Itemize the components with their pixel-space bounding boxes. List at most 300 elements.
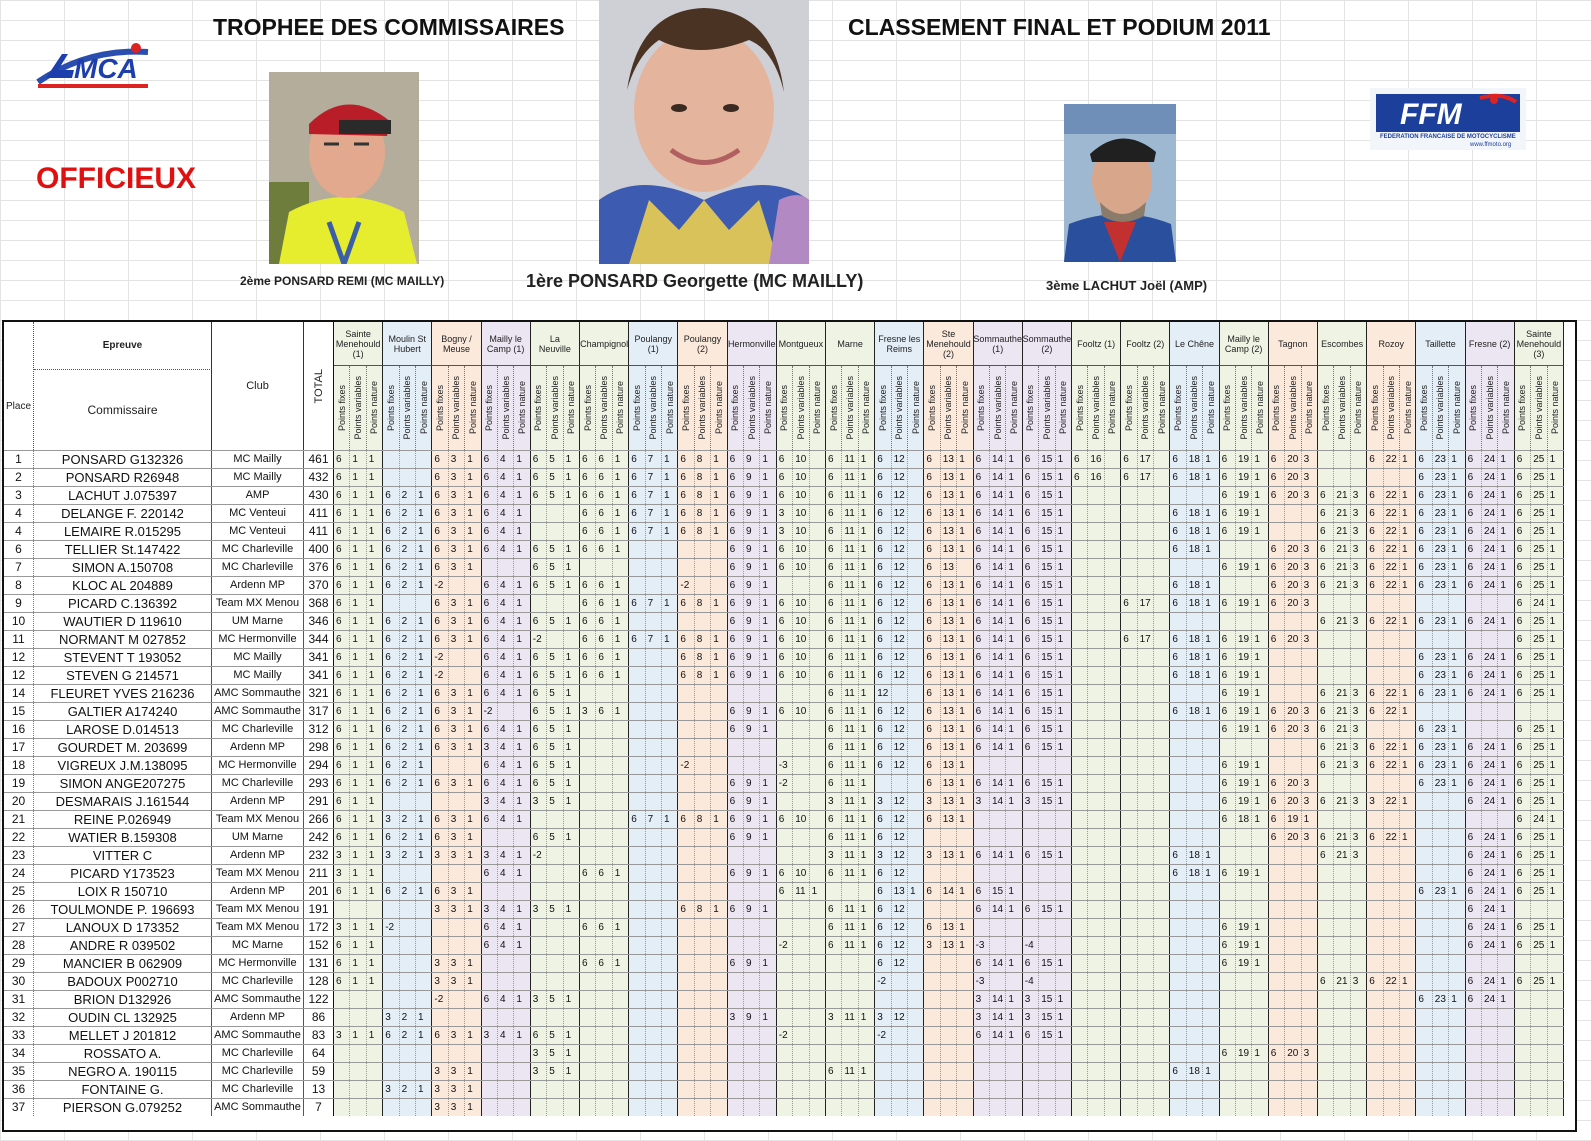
score-cell [613,973,629,990]
score-cell: 6 [728,955,744,972]
score-cell: 6 [334,955,350,972]
score-cell [1105,1099,1121,1116]
score-group [1466,901,1515,918]
score-cell [728,919,744,936]
score-cell: 3 [1352,706,1359,717]
score-cell: 1 [467,688,473,699]
score-cell: 17 [1138,469,1154,486]
score-cell [449,1045,465,1062]
score-cell [793,775,809,792]
score-cell: 6 [1023,721,1039,738]
score-cell: 6 [580,523,596,540]
score-cell: 3 [728,1009,744,1026]
score-group [678,793,727,810]
commissaire-cell: LOIX R 150710 [34,883,212,900]
club-cell: AMP [212,487,304,504]
score-group [777,469,826,486]
score-cell [1351,901,1367,918]
score-cell: 6 [580,487,596,504]
score-cell [941,1009,957,1026]
score-cell: 1 [368,580,375,591]
score-cell [1302,505,1318,522]
score-cell: 1 [762,814,768,825]
score-cell [547,865,563,882]
score-cell: 1 [565,706,572,717]
score-cell: 1 [1254,814,1260,825]
score-group [580,775,629,792]
score-cell [1285,955,1301,972]
score-cell [531,1099,547,1116]
score-cell: 12 [892,451,908,468]
score-cell: 6 [924,451,940,468]
score-group [1416,883,1465,900]
score-cell: 6 [1318,721,1334,738]
score-cell [1318,901,1334,918]
score-cell: 6 [974,613,990,630]
score-group [1515,595,1564,612]
score-group [1269,847,1318,864]
score-cell: -2 [777,775,793,792]
score-cell [793,793,809,810]
score-cell [1105,775,1121,792]
score-group [924,1081,973,1098]
score-cell [613,1081,629,1098]
score-cell [1154,631,1170,648]
score-cell [465,577,481,594]
score-group [875,829,924,846]
score-cell: 25 [1531,667,1547,684]
score-group [1466,883,1515,900]
score-cell: 1 [959,580,965,591]
score-group [974,775,1023,792]
subheader-label: Points variables [1484,376,1495,440]
score-cell: 3 [432,847,448,864]
score-cell: 6 [826,1063,842,1080]
score-cell: 3 [449,631,465,648]
club-cell: Team MX Menou [212,901,304,918]
score-cell: 6 [1515,829,1531,846]
score-group [678,487,727,504]
score-group [974,1063,1023,1080]
score-cell [1498,1099,1514,1116]
score-cell: 24 [1482,613,1498,630]
commissaire-cell: LEMAIRE R.015295 [34,523,212,540]
score-cell: 3 [383,847,399,864]
score-cell: 6 [482,991,498,1008]
score-group [1170,955,1219,972]
event-header [826,322,875,366]
score-group [629,1063,678,1080]
subheader-label: Points fixes [730,384,741,432]
score-cell [1466,1045,1482,1062]
score-cell: 1 [860,490,867,501]
score-cell: 1 [959,760,965,771]
score-cell [547,955,563,972]
score-cell: 1 [614,580,621,591]
score-cell [1105,487,1121,504]
score-cell: 1 [516,814,522,825]
score-cell: 6 [1318,703,1334,720]
score-group [334,757,383,774]
score-group [728,685,777,702]
score-cell [678,883,694,900]
score-group [1416,793,1465,810]
score-group [1367,829,1416,846]
score-cell: 25 [1531,613,1547,630]
score-group [1023,937,1072,954]
score-group [1367,577,1416,594]
score-cell [1384,865,1400,882]
score-cell: 6 [1023,775,1039,792]
score-cell [1203,919,1219,936]
score-group [1220,631,1269,648]
score-cell: 15 [1039,1027,1055,1044]
score-cell: 1 [368,508,375,519]
score-cell: 1 [959,724,965,735]
score-cell [1006,1099,1022,1116]
header-epreuve [34,322,212,370]
score-cell: 11 [842,595,858,612]
score-cell: 11 [842,775,858,792]
score-group [1023,865,1072,882]
score-group [1318,775,1367,792]
score-cell: 24 [1482,685,1498,702]
score-cell: 1 [417,634,424,645]
score-group [974,523,1023,540]
score-cell: 4 [498,757,514,774]
score-cell: 1 [467,598,473,609]
score-cell: 24 [1482,991,1498,1008]
score-cell [1105,883,1121,900]
score-cell [416,595,432,612]
score-cell: 3 [1352,688,1359,699]
score-cell: 6 [432,811,448,828]
score-cell: 6 [482,631,498,648]
score-cell: 13 [941,811,957,828]
score-group [1170,829,1219,846]
score-cell [1466,955,1482,972]
score-cell [1482,811,1498,828]
score-cell: 6 [924,523,940,540]
score-cell [1416,829,1432,846]
score-cell: 6 [1466,577,1482,594]
score-group [383,523,432,540]
score-cell [1252,901,1268,918]
score-cell [416,1099,432,1116]
score-cell: 6 [728,865,744,882]
score-cell: 18 [1236,811,1252,828]
score-group [1515,1063,1564,1080]
score-group [1318,631,1367,648]
score-cell: 1 [1451,688,1457,699]
score-group [531,451,580,468]
score-cell: 3 [924,937,940,954]
score-cell [629,577,645,594]
event-subheader [564,366,580,450]
event-subheader [1039,366,1055,450]
score-cell [875,1045,891,1062]
score-cell [1220,883,1236,900]
score-cell: 19 [1236,865,1252,882]
score-group [580,829,629,846]
event-subheader [400,366,416,450]
score-cell: 5 [547,541,563,558]
score-group [580,1027,629,1044]
score-cell: 6 [1170,523,1186,540]
table-row [4,576,1564,594]
score-cell: 1 [368,634,375,645]
score-cell: 1 [959,526,965,537]
score-group [1466,955,1515,972]
score-group [482,1045,531,1062]
score-cell: 6 [1318,541,1334,558]
score-group [1023,1081,1072,1098]
score-cell: 1 [1500,868,1506,879]
score-group [1023,451,1072,468]
score-group [1318,1099,1367,1116]
score-group [777,703,826,720]
header-commissaire [34,370,212,450]
score-group [1072,883,1121,900]
score-group [678,523,727,540]
score-cell: 6 [1220,595,1236,612]
score-cell [760,973,776,990]
score-group [531,937,580,954]
score-cell [1056,865,1072,882]
score-cell: 1 [1057,994,1064,1005]
score-cell [383,955,399,972]
score-group [531,595,580,612]
score-cell [1170,721,1186,738]
score-cell: 6 [1515,775,1531,792]
score-cell: 1 [860,922,867,933]
club-cell: MC Charleville [212,559,304,576]
score-group [875,901,924,918]
score-cell: 4 [498,811,514,828]
score-cell: 1 [713,472,719,483]
score-group [1367,1081,1416,1098]
score-cell [1154,775,1170,792]
score-cell: 6 [482,541,498,558]
score-cell: 14 [990,1027,1006,1044]
score-cell: 7 [646,469,662,486]
total-cell: 432 [304,469,334,486]
score-cell [1072,523,1088,540]
score-cell: 6 [974,469,990,486]
score-cell: 11 [842,541,858,558]
score-cell: 6 [1318,577,1334,594]
score-cell: 19 [1236,685,1252,702]
score-group [1416,1099,1465,1116]
event-subheader [1252,366,1268,450]
score-cell: 23 [1433,577,1449,594]
score-group [432,685,481,702]
score-group [728,1099,777,1116]
score-cell [1302,991,1318,1008]
score-group [1072,973,1121,990]
score-cell: 1 [368,850,375,861]
score-cell: 6 [1220,559,1236,576]
score-cell: 2 [400,613,416,630]
score-cell [1236,901,1252,918]
score-cell: 3 [449,1027,465,1044]
score-cell: 6 [875,487,891,504]
score-cell: 6 [728,613,744,630]
score-cell [957,559,973,576]
score-cell [1252,1009,1268,1026]
score-cell: -2 [432,991,448,1008]
score-cell [1416,1063,1432,1080]
score-group [1515,811,1564,828]
score-group [678,973,727,990]
score-cell [629,1063,645,1080]
score-cell: 1 [565,760,572,771]
subheader-label: Points fixes [1468,384,1479,432]
score-cell [1351,955,1367,972]
score-cell [728,757,744,774]
score-cell: 22 [1384,703,1400,720]
score-group [482,811,531,828]
score-group [974,667,1023,684]
score-group [678,667,727,684]
score-cell: 24 [1482,919,1498,936]
score-cell: 1 [1057,580,1064,591]
score-cell [1154,577,1170,594]
score-cell: 1 [350,811,366,828]
score-group [1072,703,1121,720]
event-subheader [957,366,973,450]
score-group [1121,631,1170,648]
score-cell: 6 [383,721,399,738]
score-group [383,721,432,738]
score-cell: 1 [1500,652,1506,663]
score-group [777,901,826,918]
score-cell: 3 [974,1009,990,1026]
score-cell [646,613,662,630]
score-cell: 24 [1531,811,1547,828]
score-cell: 1 [1205,472,1211,483]
score-cell: 6 [826,757,842,774]
score-cell: 6 [875,649,891,666]
score-group [334,1045,383,1062]
score-cell: 1 [350,829,366,846]
score-cell: 6 [1220,505,1236,522]
total-cell: 368 [304,595,334,612]
score-cell: 6 [1515,937,1531,954]
score-cell [662,1027,678,1044]
score-group [1170,685,1219,702]
score-group [1515,883,1564,900]
score-group [777,757,826,774]
score-cell [842,1045,858,1062]
score-cell: 6 [728,523,744,540]
score-cell: 19 [1236,757,1252,774]
score-group [383,703,432,720]
score-cell [1138,703,1154,720]
score-cell: 20 [1285,559,1301,576]
score-cell: -2 [777,1027,793,1044]
score-cell [1351,451,1367,468]
score-cell [646,757,662,774]
score-group [531,469,580,486]
score-cell [1138,685,1154,702]
score-cell [1105,577,1121,594]
score-cell [744,685,760,702]
score-cell: 1 [713,814,719,825]
score-group [974,703,1023,720]
score-cell: 2 [400,649,416,666]
score-group [1121,1099,1170,1116]
score-cell: 6 [1515,631,1531,648]
score-cell: 3 [482,901,498,918]
score-cell: 6 [1515,739,1531,756]
score-cell: 3 [1303,724,1310,735]
score-cell [1384,811,1400,828]
score-group [334,973,383,990]
score-cell [875,1063,891,1080]
score-cell [613,793,629,810]
score-group [875,919,924,936]
score-cell [1367,919,1383,936]
score-group [826,883,875,900]
score-cell [1252,847,1268,864]
score-cell [728,1081,744,1098]
score-group [875,1099,924,1116]
score-cell: 6 [728,667,744,684]
score-cell: 6 [678,631,694,648]
score-cell [498,955,514,972]
score-cell: 1 [1500,580,1506,591]
score-cell [1170,1045,1186,1062]
score-cell: 3 [383,1009,399,1026]
score-cell: 6 [1023,631,1039,648]
score-group [777,721,826,738]
score-group [1416,451,1465,468]
score-cell [1400,901,1416,918]
score-cell: 1 [417,724,424,735]
score-cell [908,487,924,504]
score-cell [1105,847,1121,864]
score-cell: 1 [860,580,867,591]
commissaire-cell: PONSARD G132326 [34,451,212,468]
score-cell: 1 [1008,616,1014,627]
score-cell: 1 [959,652,965,663]
score-cell [908,811,924,828]
score-cell: 6 [596,613,612,630]
score-cell: 1 [368,1030,375,1041]
score-group [1367,703,1416,720]
score-group [1416,505,1465,522]
score-cell: 1 [1057,778,1064,789]
score-cell: 6 [1220,523,1236,540]
score-cell [1088,577,1104,594]
score-cell [1400,667,1416,684]
score-cell: 1 [467,634,473,645]
score-group [1416,1081,1465,1098]
score-cell: 6 [1318,973,1334,990]
score-cell [744,847,760,864]
score-cell [1138,955,1154,972]
score-cell [629,1045,645,1062]
score-cell [1416,1027,1432,1044]
score-cell: 1 [1254,778,1260,789]
score-cell: 1 [467,724,473,735]
score-group [924,829,973,846]
score-cell: 22 [1384,505,1400,522]
score-cell: 15 [1039,631,1055,648]
score-cell: 6 [826,937,842,954]
score-cell: 7 [646,505,662,522]
